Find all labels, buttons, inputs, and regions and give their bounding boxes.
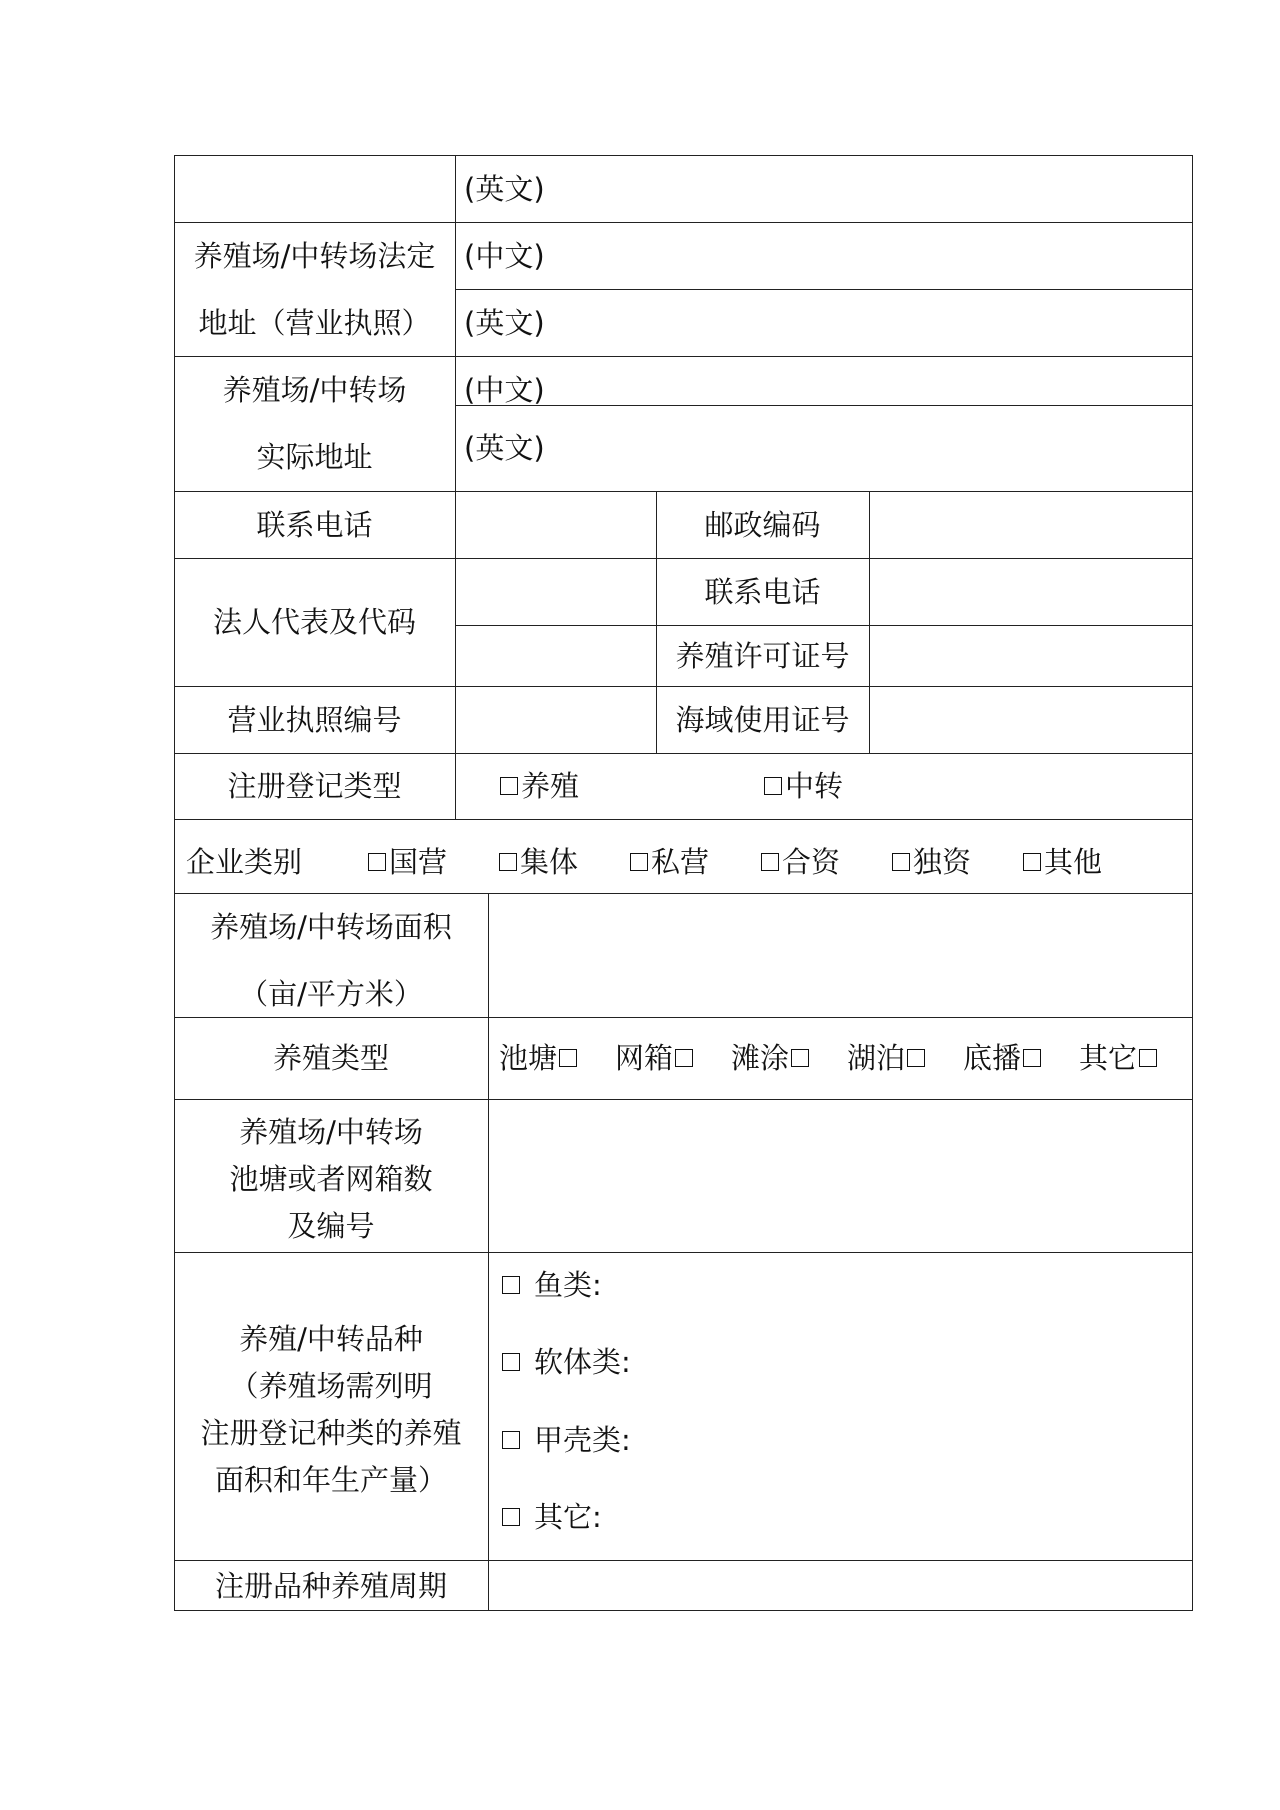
row-divider	[174, 491, 1193, 492]
row-divider	[174, 1252, 1193, 1253]
column-divider	[488, 893, 489, 1611]
site-area-label-line1: 养殖场/中转场面积	[210, 910, 452, 944]
row-divider	[174, 686, 1193, 687]
row-divider	[455, 405, 1193, 406]
enterprise-category-option-private: 私营	[651, 845, 710, 879]
registration-type-option-transit: 中转	[785, 769, 844, 803]
registration-form-table	[174, 155, 1193, 1611]
farming-type-checkbox-other[interactable]	[1139, 1049, 1157, 1067]
registration-type-option-farming: 养殖	[521, 769, 580, 803]
species-label-line1: 养殖/中转品种	[239, 1322, 423, 1356]
contact-phone-label: 联系电话	[256, 508, 373, 542]
enterprise-category-checkbox-sole-venture[interactable]	[892, 853, 910, 871]
legal-address-english-input[interactable]: (英文)	[464, 306, 545, 340]
species-option-crustacean: 甲壳类:	[534, 1423, 631, 1457]
farming-type-option-lake: 湖泊	[847, 1041, 906, 1075]
row-divider	[174, 1017, 1193, 1018]
enterprise-category-label: 企业类别	[186, 845, 303, 879]
column-divider	[455, 155, 456, 819]
enterprise-category-checkbox-joint-venture[interactable]	[761, 853, 779, 871]
row-divider	[174, 356, 1193, 357]
enterprise-category-checkbox-collective[interactable]	[499, 853, 517, 871]
farming-type-option-tidal-flat: 滩涂	[731, 1041, 790, 1075]
registration-type-label: 注册登记类型	[227, 769, 402, 803]
row-divider	[174, 558, 1193, 559]
pond-count-label-line2: 池塘或者网箱数	[229, 1162, 433, 1196]
enterprise-category-checkbox-state[interactable]	[368, 853, 386, 871]
actual-address-english-input[interactable]: (英文)	[464, 431, 545, 465]
enterprise-category-option-sole-venture: 独资	[913, 845, 972, 879]
legal-address-chinese-input[interactable]: (中文)	[464, 239, 545, 273]
row-divider	[174, 1099, 1193, 1100]
actual-address-label-line2: 实际地址	[256, 440, 373, 474]
farming-type-checkbox-bottom-sowing[interactable]	[1023, 1049, 1041, 1067]
registration-type-checkbox-transit[interactable]	[764, 777, 782, 795]
species-checkbox-mollusc[interactable]	[502, 1353, 520, 1371]
column-divider	[869, 491, 870, 753]
enterprise-category-option-collective: 集体	[520, 845, 579, 879]
legal-address-label-line1: 养殖场/中转场法定	[193, 239, 436, 273]
sea-area-cert-label: 海域使用证号	[675, 703, 850, 737]
farming-type-option-other: 其它	[1079, 1041, 1138, 1075]
postal-code-label: 邮政编码	[704, 508, 821, 542]
farming-type-checkbox-pond[interactable]	[559, 1049, 577, 1067]
english-name-input[interactable]: (英文)	[464, 172, 545, 206]
table-border-bottom	[174, 1610, 1193, 1611]
species-checkbox-crustacean[interactable]	[502, 1431, 520, 1449]
farming-type-checkbox-tidal-flat[interactable]	[791, 1049, 809, 1067]
row-divider	[455, 625, 1193, 626]
species-option-fish: 鱼类:	[534, 1268, 602, 1302]
enterprise-category-option-other: 其他	[1044, 845, 1103, 879]
row-divider	[455, 289, 1193, 290]
actual-address-chinese-input[interactable]: (中文)	[464, 373, 545, 407]
pond-count-label-line1: 养殖场/中转场	[239, 1115, 423, 1149]
species-checkbox-other[interactable]	[502, 1508, 520, 1526]
legal-address-label-line2: 地址（营业执照）	[198, 306, 431, 340]
farming-type-checkbox-cage[interactable]	[675, 1049, 693, 1067]
registration-cycle-label: 注册品种养殖周期	[214, 1569, 447, 1603]
actual-address-label-line1: 养殖场/中转场	[222, 373, 407, 407]
enterprise-category-checkbox-other[interactable]	[1023, 853, 1041, 871]
business-license-label: 营业执照编号	[227, 703, 402, 737]
species-label-line3: 注册登记种类的养殖	[200, 1416, 462, 1450]
enterprise-category-checkbox-private[interactable]	[630, 853, 648, 871]
legal-rep-label: 法人代表及代码	[212, 605, 416, 639]
species-option-mollusc: 软体类:	[534, 1345, 631, 1379]
site-area-label-line2: （亩/平方米）	[239, 977, 423, 1011]
farming-type-option-bottom-sowing: 底播	[963, 1041, 1022, 1075]
species-label-line2: （养殖场需列明	[229, 1369, 433, 1403]
species-label-line4: 面积和年生产量）	[214, 1463, 447, 1497]
farming-type-checkbox-lake[interactable]	[907, 1049, 925, 1067]
registration-type-checkbox-farming[interactable]	[500, 777, 518, 795]
row-divider	[174, 753, 1193, 754]
farming-license-label: 养殖许可证号	[675, 639, 850, 673]
pond-count-label-line3: 及编号	[287, 1209, 375, 1243]
farming-type-option-cage: 网箱	[615, 1041, 674, 1075]
species-option-other: 其它:	[534, 1500, 602, 1534]
enterprise-category-option-joint-venture: 合资	[782, 845, 841, 879]
table-border-top	[174, 155, 1193, 156]
farming-type-option-pond: 池塘	[499, 1041, 558, 1075]
species-checkbox-fish[interactable]	[502, 1276, 520, 1294]
farming-type-label: 养殖类型	[272, 1041, 389, 1075]
legal-rep-phone-label: 联系电话	[704, 575, 821, 609]
row-divider	[174, 1560, 1193, 1561]
row-divider	[174, 819, 1193, 820]
enterprise-category-option-state: 国营	[389, 845, 448, 879]
row-divider	[174, 222, 1193, 223]
table-border-right	[1192, 155, 1193, 1611]
row-divider	[174, 893, 1193, 894]
